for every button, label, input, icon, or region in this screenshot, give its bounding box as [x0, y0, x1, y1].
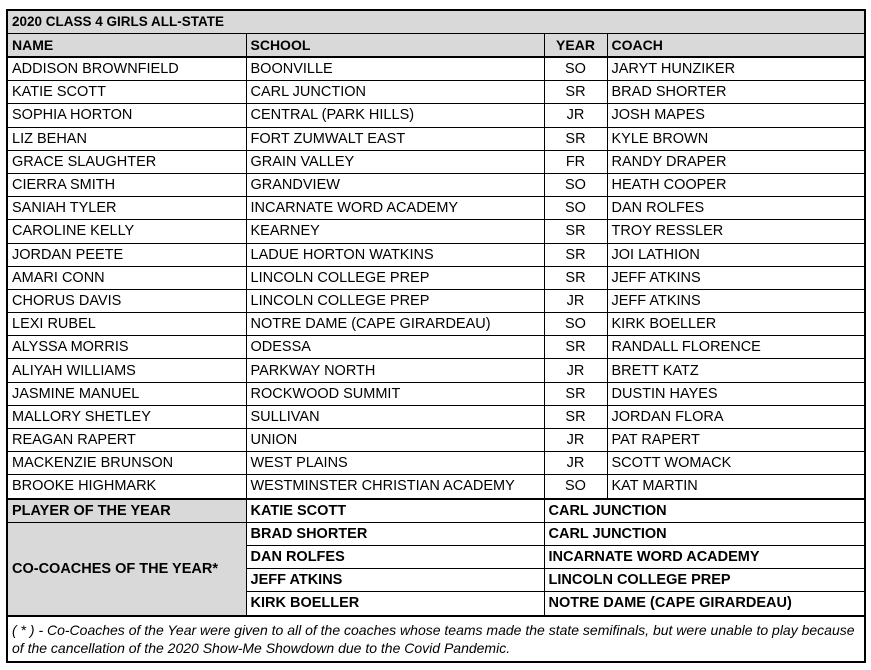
player-school: ODESSA [246, 336, 544, 359]
player-school: WESTMINSTER CHRISTIAN ACADEMY [246, 475, 544, 499]
player-name: CAROLINE KELLY [7, 220, 246, 243]
player-name: JORDAN PEETE [7, 243, 246, 266]
player-year: SR [544, 336, 607, 359]
player-coach: JOI LATHION [607, 243, 865, 266]
player-of-year-row [7, 499, 865, 523]
player-coach: KYLE BROWN [607, 127, 865, 150]
player-coach: JEFF ATKINS [607, 289, 865, 312]
player-row [7, 336, 865, 359]
header-name: NAME [7, 34, 246, 58]
player-school: UNION [246, 429, 544, 452]
player-name: ALIYAH WILLIAMS [7, 359, 246, 382]
player-year: SO [544, 197, 607, 220]
player-row [7, 173, 865, 196]
player-row [7, 57, 865, 81]
player-year: JR [544, 289, 607, 312]
coach-of-year-name: KIRK BOELLER [246, 592, 544, 616]
player-coach: TROY RESSLER [607, 220, 865, 243]
player-name: MACKENZIE BRUNSON [7, 452, 246, 475]
coach-of-year-school: NOTRE DAME (CAPE GIRARDEAU) [544, 592, 865, 616]
coach-of-year-school: LINCOLN COLLEGE PREP [544, 569, 865, 592]
player-name: ALYSSA MORRIS [7, 336, 246, 359]
player-row [7, 289, 865, 312]
player-year: JR [544, 452, 607, 475]
player-row [7, 81, 865, 104]
player-school: ROCKWOOD SUMMIT [246, 382, 544, 405]
player-name: CIERRA SMITH [7, 173, 246, 196]
header-row [7, 34, 865, 58]
header-coach: COACH [607, 34, 865, 58]
player-year: SO [544, 313, 607, 336]
coach-of-year-row [7, 522, 865, 545]
player-coach: BRAD SHORTER [607, 81, 865, 104]
player-name: ADDISON BROWNFIELD [7, 57, 246, 81]
player-name: AMARI CONN [7, 266, 246, 289]
player-row [7, 266, 865, 289]
player-coach: DAN ROLFES [607, 197, 865, 220]
player-name: JASMINE MANUEL [7, 382, 246, 405]
player-coach: BRETT KATZ [607, 359, 865, 382]
player-row [7, 382, 865, 405]
player-coach: JORDAN FLORA [607, 405, 865, 428]
player-of-year-name: KATIE SCOTT [246, 499, 544, 523]
player-year: JR [544, 104, 607, 127]
player-school: SULLIVAN [246, 405, 544, 428]
player-school: PARKWAY NORTH [246, 359, 544, 382]
player-year: SR [544, 220, 607, 243]
player-name: REAGAN RAPERT [7, 429, 246, 452]
coach-of-year-name: BRAD SHORTER [246, 522, 544, 545]
player-coach: KIRK BOELLER [607, 313, 865, 336]
player-coach: HEATH COOPER [607, 173, 865, 196]
player-of-year-school: CARL JUNCTION [544, 499, 865, 523]
player-coach: RANDY DRAPER [607, 150, 865, 173]
coach-of-year-name: DAN ROLFES [246, 545, 544, 568]
player-year: SR [544, 266, 607, 289]
player-school: INCARNATE WORD ACADEMY [246, 197, 544, 220]
player-name: LIZ BEHAN [7, 127, 246, 150]
player-year: SO [544, 57, 607, 81]
player-year: SO [544, 173, 607, 196]
player-school: KEARNEY [246, 220, 544, 243]
player-name: GRACE SLAUGHTER [7, 150, 246, 173]
player-row [7, 243, 865, 266]
player-coach: JARYT HUNZIKER [607, 57, 865, 81]
player-row [7, 197, 865, 220]
player-school: LINCOLN COLLEGE PREP [246, 289, 544, 312]
player-school: GRAIN VALLEY [246, 150, 544, 173]
player-school: WEST PLAINS [246, 452, 544, 475]
player-name: KATIE SCOTT [7, 81, 246, 104]
player-school: GRANDVIEW [246, 173, 544, 196]
player-name: BROOKE HIGHMARK [7, 475, 246, 499]
player-school: NOTRE DAME (CAPE GIRARDEAU) [246, 313, 544, 336]
player-name: SANIAH TYLER [7, 197, 246, 220]
player-school: FORT ZUMWALT EAST [246, 127, 544, 150]
player-school: CENTRAL (PARK HILLS) [246, 104, 544, 127]
player-row [7, 127, 865, 150]
player-coach: RANDALL FLORENCE [607, 336, 865, 359]
player-school: LADUE HORTON WATKINS [246, 243, 544, 266]
player-year: SR [544, 405, 607, 428]
player-year: SR [544, 81, 607, 104]
player-school: CARL JUNCTION [246, 81, 544, 104]
player-of-year-label: PLAYER OF THE YEAR [7, 499, 246, 523]
all-state-table [6, 9, 866, 663]
table-title: 2020 CLASS 4 GIRLS ALL-STATE [7, 10, 865, 34]
player-name: SOPHIA HORTON [7, 104, 246, 127]
player-name: MALLORY SHETLEY [7, 405, 246, 428]
player-row [7, 359, 865, 382]
player-row [7, 405, 865, 428]
coach-of-year-school: INCARNATE WORD ACADEMY [544, 545, 865, 568]
coaches-of-year-label: CO-COACHES OF THE YEAR* [7, 522, 246, 615]
header-school: SCHOOL [246, 34, 544, 58]
player-year: FR [544, 150, 607, 173]
player-name: LEXI RUBEL [7, 313, 246, 336]
player-year: SR [544, 382, 607, 405]
player-row [7, 220, 865, 243]
player-year: JR [544, 359, 607, 382]
player-row [7, 150, 865, 173]
player-year: JR [544, 429, 607, 452]
header-year: YEAR [544, 34, 607, 58]
coach-of-year-name: JEFF ATKINS [246, 569, 544, 592]
player-row [7, 452, 865, 475]
player-row [7, 429, 865, 452]
coach-of-year-school: CARL JUNCTION [544, 522, 865, 545]
player-year: SR [544, 127, 607, 150]
player-coach: SCOTT WOMACK [607, 452, 865, 475]
player-row [7, 104, 865, 127]
player-year: SR [544, 243, 607, 266]
player-row [7, 475, 865, 499]
player-school: BOONVILLE [246, 57, 544, 81]
player-year: SO [544, 475, 607, 499]
player-school: LINCOLN COLLEGE PREP [246, 266, 544, 289]
player-coach: DUSTIN HAYES [607, 382, 865, 405]
player-name: CHORUS DAVIS [7, 289, 246, 312]
player-coach: JOSH MAPES [607, 104, 865, 127]
player-row [7, 313, 865, 336]
footnote: ( * ) - Co-Coaches of the Year were given to all of the coaches whose teams made the state semifinals, but were unable to play because of the cancellation of the 2020 Show-Me Showdown due to the Covid Pandemic. [7, 616, 865, 662]
player-coach: PAT RAPERT [607, 429, 865, 452]
player-coach: JEFF ATKINS [607, 266, 865, 289]
player-coach: KAT MARTIN [607, 475, 865, 499]
